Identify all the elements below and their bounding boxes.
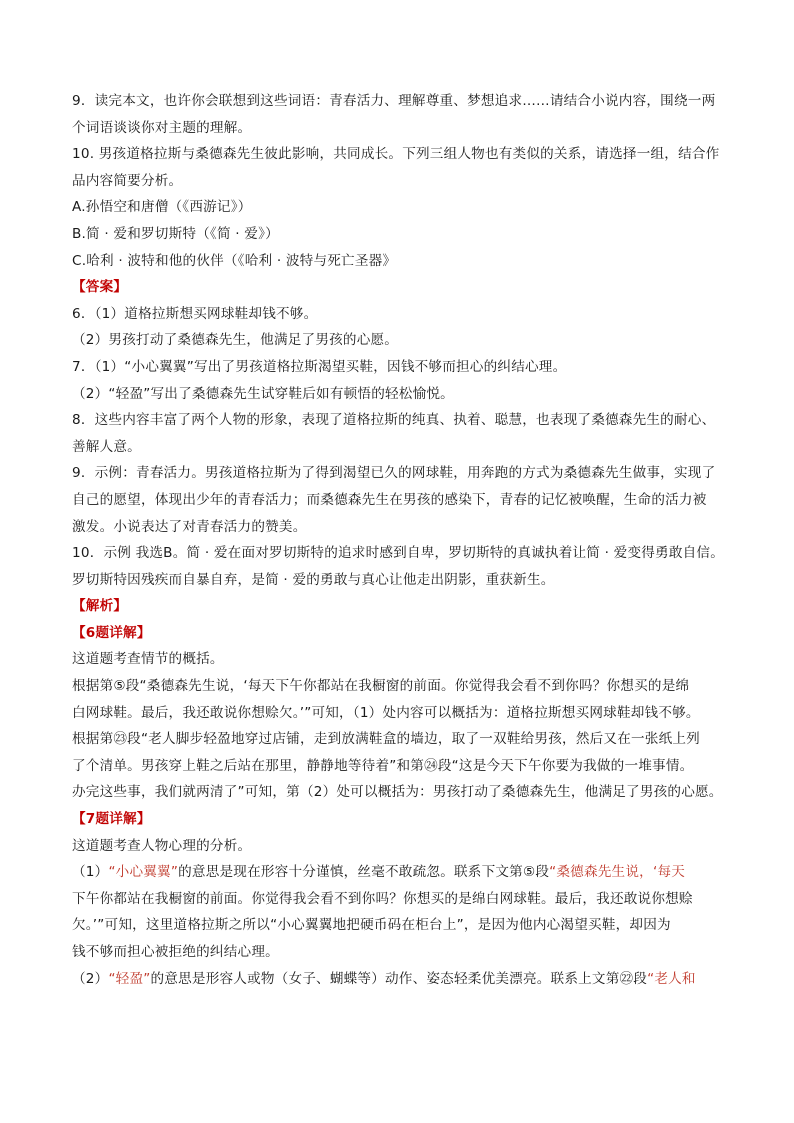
- detail-7-line-4: 欠。’”可知，这里道格拉斯之所以“小心翼翼地把硬币码在柜台上”，是因为他内心渴望买鞋，却因为: [72, 917, 671, 934]
- option-b: B.简 · 爱和罗切斯特（《简 · 爱》）: [72, 225, 279, 242]
- detail-7-line-6-prefix: （2）: [72, 970, 109, 987]
- detail-7-line-2: [72, 859, 728, 886]
- answer-9-line-2: 自己的愿望，体现出少年的青春活力；而桑德森先生在男孩的感染下，青春的记忆被唤醒，生命的活力被: [72, 491, 707, 508]
- answer-9-line-1: 9．示例：青春活力。男孩道格拉斯为了得到渴望已久的网球鞋，用奔跑的方式为桑德森先生做事，实现了: [72, 465, 716, 482]
- detail-7-line-2-prefix: （1）: [72, 864, 109, 881]
- question-9-line-1: 9．读完本文，也许你会联想到这些词语：青春活力、理解尊重、梦想追求……请结合小说内容，围绕一两: [72, 93, 716, 109]
- analysis-heading: 【解析】: [72, 598, 128, 615]
- answer-8-line-1: 8．这些内容丰富了两个人物的形象，表现了道格拉斯的纯真、执着、聪慧，也表现了桑德森先生的耐心、: [72, 412, 716, 429]
- detail-7-line-5: 钱不够而担心被拒绝的纠结心理。: [72, 944, 279, 960]
- quoted-term-qingying: “轻盈”: [108, 970, 151, 987]
- answer-6-part-2: （2）男孩打动了桑德森先生，他满足了男孩的心愿。: [72, 332, 399, 349]
- answer-heading: 【答案】: [72, 279, 128, 296]
- detail-6-heading: 【6题详解】: [72, 624, 151, 641]
- detail-7-heading: 【7题详解】: [72, 811, 151, 828]
- answer-10-line-2: 罗切斯特因残疾而自暴自弃，是简 · 爱的勇敢与真心让他走出阴影，重获新生。: [72, 571, 555, 588]
- quoted-passage-22: “老人和: [647, 970, 696, 987]
- question-10-line-2: 品内容简要分析。: [72, 172, 183, 189]
- answer-7-part-2: （2）“轻盈”写出了桑德森先生试穿鞋后如有顿悟的轻松愉悦。: [72, 385, 454, 402]
- question-9-line-2: 个词语谈谈你对主题的理解。: [72, 119, 252, 136]
- detail-6-line-4: 根据第㉓段“老人脚步轻盈地穿过店铺，走到放满鞋盒的墙边，取了一双鞋给男孩，然后又在一张纸上列: [72, 731, 700, 748]
- answer-9-line-3: 激发。小说表达了对青春活力的赞美。: [72, 518, 307, 535]
- option-c: C.哈利 · 波特和他的伙伴（《哈利 · 波特与死亡圣器》: [72, 252, 397, 269]
- detail-6-line-2: 根据第⑤段“桑德森先生说，‘每天下午你都站在我橱窗的前面。你觉得我会看不到你吗？你想买的是绵: [72, 678, 690, 695]
- quoted-passage-5: “桑德森先生说，‘每天: [549, 864, 686, 881]
- answer-6-part-1: 6．（1）道格拉斯想买网球鞋却钱不够。: [72, 305, 318, 322]
- detail-7-line-2-body: 的意思是现在形容十分谨慎，丝毫不敢疏忽。联系下文第⑤段: [178, 864, 550, 881]
- option-a: A.孙悟空和唐僧（《西游记》）: [72, 199, 252, 216]
- detail-6-line-5: 了个清单。男孩穿上鞋之后站在那里，静静地等待着”和第㉔段“这是今天下午你要为我做的一堆事情。: [72, 757, 694, 774]
- detail-6-line-1: 这道题考查情节的概括。: [72, 651, 224, 668]
- detail-7-line-3: 下午你都站在我橱窗的前面。你觉得我会看不到你吗？你想买的是绵白网球鞋。最后，我还敢说你想赊: [72, 890, 693, 907]
- answer-8-line-2: 善解人意。: [72, 438, 141, 455]
- question-10-line-1: 10. 男孩道格拉斯与桑德森先生彼此影响，共同成长。下列三组人物也有类似的关系，请选择一组，结合作: [72, 146, 720, 163]
- quoted-term-xiaoxinyiyi: “小心翼翼”: [108, 864, 179, 881]
- detail-6-line-3: 白网球鞋。最后，我还敢说你想赊欠。’”可知，（1）处内容可以概括为：道格拉斯想买网球鞋却钱不够。: [72, 704, 700, 721]
- document-page: [72, 88, 728, 992]
- answer-10-line-1: 10．示例 我选B。简 · 爱在面对罗切斯特的追求时感到自卑，罗切斯特的真诚执着让简 · 爱变得勇敢自信。: [72, 545, 724, 562]
- answer-7-part-1: 7．（1）“小心翼翼”写出了男孩道格拉斯渴望买鞋，因钱不够而担心的纠结心理。: [72, 358, 567, 375]
- detail-7-line-1: 这道题考查人物心理的分析。: [72, 837, 252, 854]
- detail-6-line-6: 办完这些事，我们就两清了”可知，第（2）处可以概括为：男孩打动了桑德森先生，他满足了男孩的心愿。: [72, 784, 723, 801]
- detail-7-line-6: [72, 966, 728, 993]
- detail-7-line-6-body: 的意思是形容人或物（女子、蝴蝶等）动作、姿态轻柔优美漂亮。联系上文第㉒段: [150, 970, 648, 987]
